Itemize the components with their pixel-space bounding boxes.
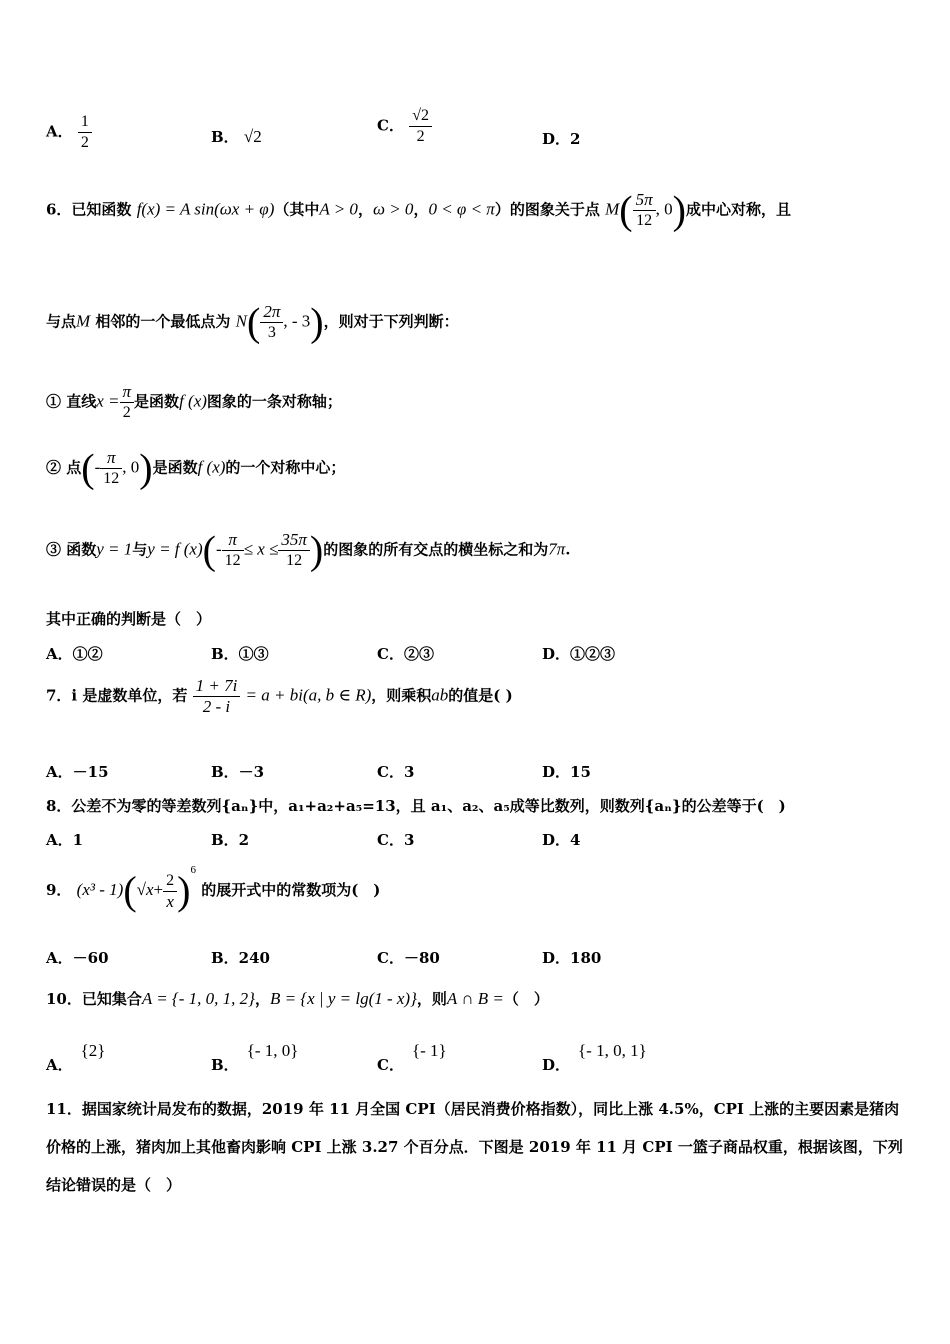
- q6-option-d[interactable]: D．①②③: [542, 645, 616, 663]
- option-label: C．: [377, 116, 404, 135]
- q9-stem: 9． (x³ - 1)(√x+ $\frac{2}{x}$ )$^6$ 的展开式中的常数项为( ): [46, 864, 381, 913]
- q8-option-d[interactable]: D．4: [542, 831, 581, 849]
- fraction: $\frac{\pi}{12}$: [222, 530, 244, 571]
- fraction: $\frac{2\pi}{3}$: [260, 302, 283, 343]
- q6-statement-1: ① 直线x = $\frac{\pi}{2}$ 是函数f (x)图象的一条对称轴；: [46, 382, 342, 421]
- fraction: $\frac{√2}{2}$: [409, 106, 432, 147]
- q10-option-a[interactable]: A．{2}: [46, 1041, 106, 1074]
- q8-stem: 8．公差不为零的等差数列{aₙ}中，a₁+a₂+a₅=13，且 a₁、a₂、a₅成等比数列，则数列{aₙ}的公差等于( ): [46, 797, 786, 815]
- q7-option-c[interactable]: C．3: [377, 763, 415, 781]
- option-label: B．: [211, 128, 239, 146]
- q10-stem: 10．已知集合A = {- 1, 0, 1, 2}，B = {x | y = lg(1 - x)}，则A ∩ B =（ ）: [46, 989, 549, 1008]
- q6-stem-line1: 6．已知函数 f(x) = A sin(ωx + φ)（其中A > 0，ω > 0，0 < φ < π）的图象关于点 M( $\frac{5\pi}{12}$ , 0)成中心对称，且: [46, 187, 791, 233]
- q7-option-a[interactable]: A．－15: [46, 763, 109, 781]
- q6-stem-line2: 与点M 相邻的一个最低点为 N( $\frac{2\pi}{3}$ , - 3)，则对于下列判断：: [46, 299, 459, 345]
- q9-option-c[interactable]: C．－80: [377, 949, 440, 967]
- fraction: $\frac{35\pi}{12}$: [278, 530, 310, 571]
- q8-option-c[interactable]: C．3: [377, 831, 415, 849]
- q11-stem: 11．据国家统计局发布的数据，2019 年 11 月全国 CPI（居民消费价格指数），同比上涨 4.5%，CPI 上涨的主要因素是猪肉价格的上涨，猪肉加上其他畜肉影响 CPI 上涨 3.27 个百分点．下图是 2019 年 11 月 CPI 一篮子商品权重，根据该图，下列结论错误的是（ ）: [46, 1100, 903, 1194]
- option-value: √2: [243, 127, 262, 146]
- math-function: f(x) = A sin(ωx + φ): [136, 199, 275, 219]
- q9-option-d[interactable]: D．180: [542, 949, 602, 967]
- q8-option-b[interactable]: B．2: [211, 831, 250, 849]
- q6-statement-3: ③ 函数y = 1与y = f (x)(- $\frac{\pi}{12}$ ≤ x ≤ $\frac{35\pi}{12}$ )的图象的所有交点的横坐标之和为7π.: [46, 527, 571, 573]
- q6-statement-2: ② 点(- $\frac{\pi}{12}$ , 0)是函数f (x)的一个对称中心；: [46, 445, 346, 491]
- q7-stem: 7．i 是虚数单位，若 $\frac{1 + 7i}{2 - i}$ = a + bi(a, b ∈ R)，则乘积ab的值是( ): [46, 676, 513, 716]
- q5-option-a[interactable]: [46, 112, 92, 153]
- fraction: $\frac{\pi}{12}$: [100, 448, 122, 489]
- q10-option-c[interactable]: C．{- 1}: [377, 1041, 447, 1074]
- q6-option-b[interactable]: B．①③: [211, 645, 269, 663]
- fraction: $\frac{2}{x}$: [163, 871, 177, 912]
- q10-option-b[interactable]: B．{- 1, 0}: [211, 1041, 299, 1074]
- q5-option-d[interactable]: D．2: [542, 130, 581, 148]
- option-label: A．: [46, 122, 73, 141]
- q5-option-b[interactable]: [211, 126, 262, 147]
- q9-option-b[interactable]: B．240: [211, 949, 270, 967]
- q6-option-a[interactable]: A．①②: [46, 645, 103, 663]
- q10-option-d[interactable]: D．{- 1, 0, 1}: [542, 1041, 647, 1074]
- fraction: $\frac{5\pi}{12}$: [633, 190, 656, 231]
- q6-ask: 其中正确的判断是（ ）: [46, 610, 212, 628]
- q5-option-c[interactable]: [377, 106, 432, 147]
- fraction: $\frac{\pi}{2}$: [120, 382, 135, 423]
- q8-option-a[interactable]: A．1: [46, 831, 84, 849]
- q9-option-a[interactable]: A．－60: [46, 949, 109, 967]
- fraction: $\frac{1 + 7i}{2 - i}$: [193, 676, 241, 717]
- q6-option-c[interactable]: C．②③: [377, 645, 434, 663]
- fraction: $\frac{1}{2}$: [78, 112, 92, 153]
- q7-option-b[interactable]: B．－3: [211, 763, 265, 781]
- q7-option-d[interactable]: D．15: [542, 763, 591, 781]
